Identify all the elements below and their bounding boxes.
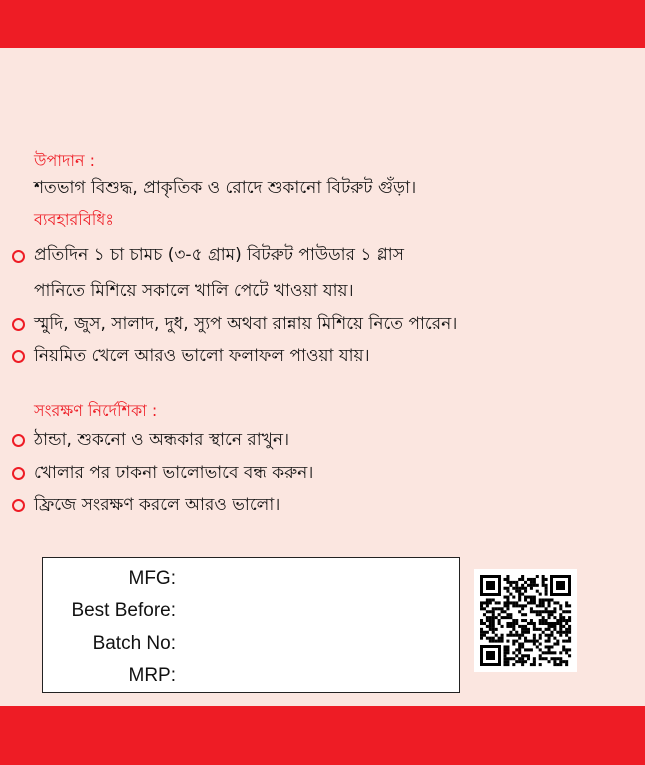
- mrp-label: MRP:: [128, 665, 176, 686]
- usage-item-3: নিয়মিত খেলে আরও ভালো ফলাফল পাওয়া যায়।: [34, 346, 370, 366]
- storage-item-2: খোলার পর ঢাকনা ভালোভাবে বন্ধ করুন।: [34, 463, 314, 483]
- ingredients-text: শতভাগ বিশুদ্ধ, প্রাকৃতিক ও রোদে শুকানো বিটরুট গুঁড়া।: [34, 178, 417, 198]
- storage-bullet-2-icon: [12, 467, 25, 480]
- ingredients-heading: উপাদান :: [34, 151, 96, 170]
- storage-bullet-3-icon: [12, 499, 25, 512]
- bottom-red-band: [0, 706, 645, 765]
- usage-heading: ব্যবহারবিধিঃ: [34, 210, 114, 229]
- usage-bullet-2-icon: [12, 318, 25, 331]
- storage-item-1: ঠান্ডা, শুকনো ও অন্ধকার স্থানে রাখুন।: [34, 430, 290, 450]
- product-info-box: [42, 557, 460, 693]
- usage-item-1-line-1: প্রতিদিন ১ চা চামচ (৩-৫ গ্রাম) বিটরুট পাউডার ১ গ্লাস: [34, 245, 404, 265]
- storage-heading: সংরক্ষণ নির্দেশিকা :: [34, 401, 158, 420]
- best-before-label: Best Before:: [71, 600, 176, 621]
- qr-code-icon[interactable]: [474, 569, 577, 672]
- top-red-band: [0, 0, 645, 48]
- usage-item-1-line-2: পানিতে মিশিয়ে সকালে খালি পেটে খাওয়া যায়।: [34, 281, 354, 301]
- mfg-label: MFG:: [128, 568, 176, 589]
- storage-bullet-1-icon: [12, 434, 25, 447]
- usage-bullet-3-icon: [12, 350, 25, 363]
- usage-bullet-1-icon: [12, 250, 25, 263]
- batch-no-label: Batch No:: [92, 633, 176, 654]
- storage-item-3: ফ্রিজে সংরক্ষণ করলে আরও ভালো।: [34, 495, 281, 515]
- usage-item-2: স্মুদি, জুস, সালাদ, দুধ, স্যুপ অথবা রান্নায় মিশিয়ে নিতে পারেন।: [34, 314, 458, 334]
